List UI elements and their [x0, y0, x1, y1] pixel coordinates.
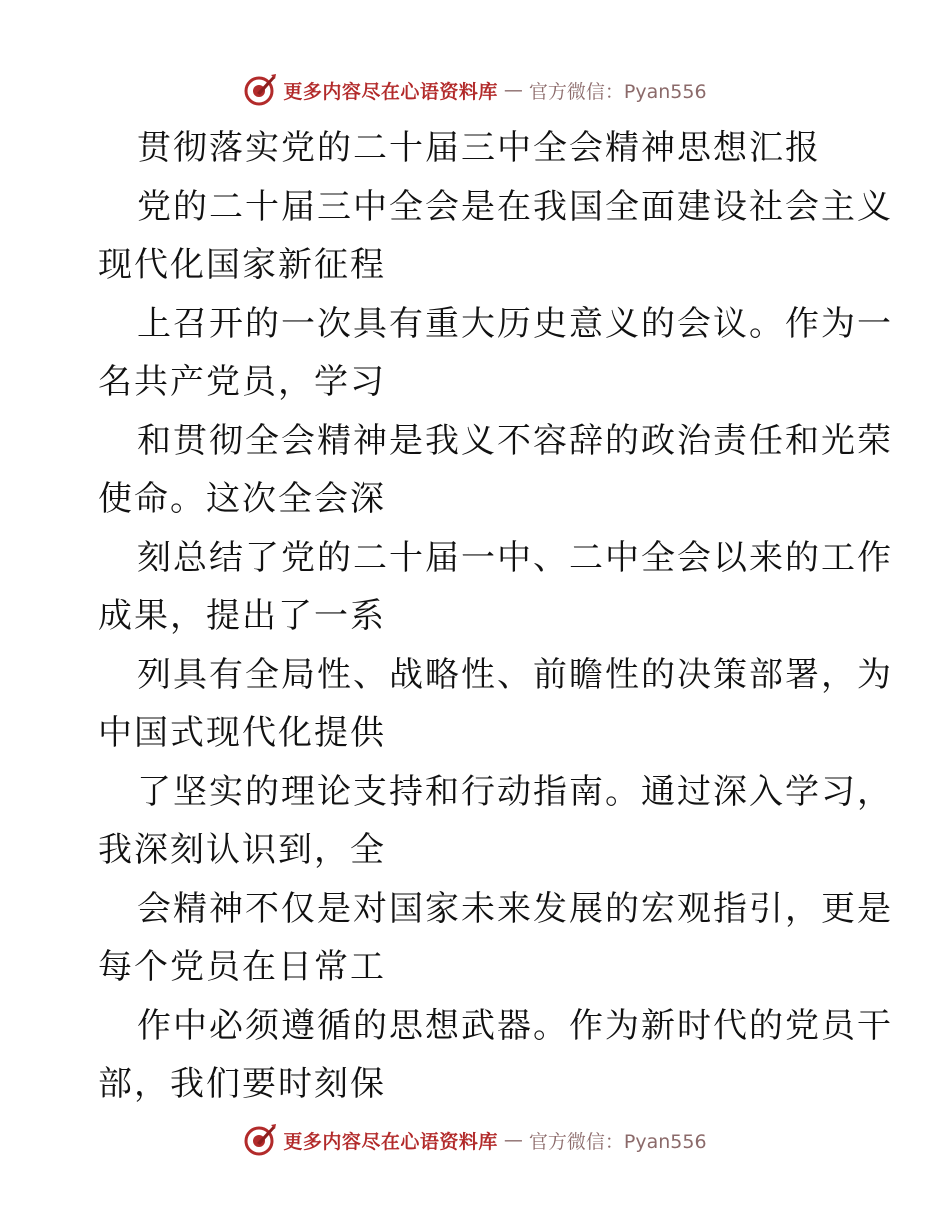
paragraph-line: 现代化国家新征程	[98, 245, 386, 285]
paragraph-line: 使命。这次全会深	[98, 479, 386, 519]
header-separator: —	[503, 79, 523, 101]
paragraph-line: 作中必须遵循的思想武器。作为新时代的党员干	[137, 1006, 893, 1046]
paragraph-line: 和贯彻全会精神是我义不容辞的政治责任和光荣	[137, 421, 893, 461]
paragraph-line: 上召开的一次具有重大历史意义的会议。作为一	[137, 304, 893, 344]
quill-logo-icon	[243, 1123, 277, 1157]
paragraph-line: 会精神不仅是对国家未来发展的宏观指引，更是	[137, 889, 893, 929]
paragraph-line: 名共产党员，学习	[98, 362, 386, 402]
paragraph-line: 我深刻认识到，全	[98, 830, 386, 870]
footer-watermark-text: 更多内容尽在心语资料库	[283, 1130, 498, 1153]
header-watermark	[0, 72, 950, 108]
header-wechat-label: 官方微信：Pyan556	[528, 80, 707, 103]
footer-wechat-label: 官方微信：Pyan556	[528, 1130, 707, 1153]
footer-separator: —	[503, 1129, 523, 1151]
footer-watermark	[0, 1122, 950, 1158]
paragraph-line: 每个党员在日常工	[98, 947, 386, 987]
paragraph-line: 部，我们要时刻保	[98, 1064, 386, 1104]
quill-logo-icon	[243, 73, 277, 107]
paragraph-line: 中国式现代化提供	[98, 713, 386, 753]
paragraph-line: 成果，提出了一系	[98, 596, 386, 636]
paragraph-line: 党的二十届三中全会是在我国全面建设社会主义	[137, 187, 893, 227]
document-title: 贯彻落实党的二十届三中全会精神思想汇报	[137, 128, 821, 168]
paragraph-line: 了坚实的理论支持和行动指南。通过深入学习，	[137, 772, 893, 812]
header-watermark-text: 更多内容尽在心语资料库	[283, 80, 498, 103]
paragraph-line: 列具有全局性、战略性、前瞻性的决策部署，为	[137, 655, 893, 695]
paragraph-line: 刻总结了党的二十届一中、二中全会以来的工作	[137, 538, 893, 578]
